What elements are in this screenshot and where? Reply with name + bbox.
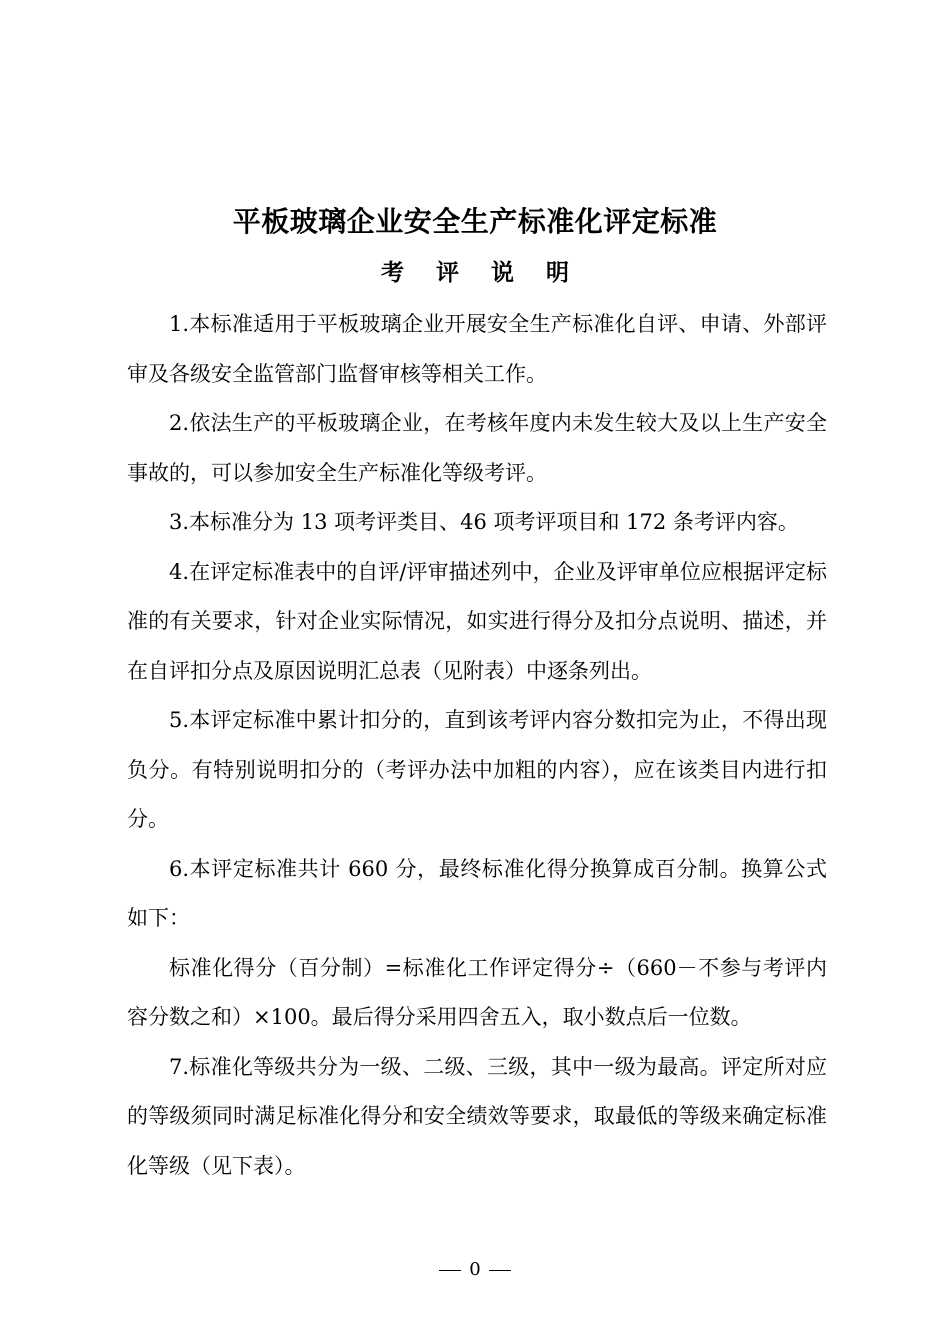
paragraph-3: 3.本标准分为 13 项考评类目、46 项考评项目和 172 条考评内容。: [169, 510, 799, 534]
page-footer: [0, 1256, 950, 1284]
footer-dash-left: [439, 1270, 461, 1271]
paragraph-7: 7.标准化等级共分为一级、二级、三级，其中一级为最高。评定所对应的等级须同时满足标准化得分和安全绩效等要求，取最低的等级来确定标准化等级（见下表）。: [127, 1054, 827, 1178]
body-text: [127, 300, 827, 1191]
paragraph-6: 6.本评定标准共计 660 分，最终标准化得分换算成百分制。换算公式如下：: [127, 856, 827, 930]
page-number: 0: [469, 1259, 481, 1280]
paragraph-4: 4.在评定标准表中的自评/评审描述列中，企业及评审单位应根据评定标准的有关要求，针对企业实际情况，如实进行得分及扣分点说明、描述，并在自评扣分点及原因说明汇总表（见附表）中逐条列出。: [127, 559, 827, 683]
paragraph-2: 2.依法生产的平板玻璃企业，在考核年度内未发生较大及以上生产安全事故的，可以参加安全生产标准化等级考评。: [127, 411, 827, 485]
paragraph-1: 1.本标准适用于平板玻璃企业开展安全生产标准化自评、申请、外部评审及各级安全监管部门监督审核等相关工作。: [127, 312, 827, 386]
paragraph-5: 5.本评定标准中累计扣分的，直到该考评内容分数扣完为止，不得出现负分。有特别说明扣分的（考评办法中加粗的内容），应在该类目内进行扣分。: [127, 708, 827, 831]
section-subtitle: 考 评 说 明: [380, 259, 582, 286]
formula-paragraph: 标准化得分（百分制）=标准化工作评定得分÷（660－不参与考评内容分数之和）×100。最后得分采用四舍五入，取小数点后一位数。: [127, 955, 827, 1029]
document-title: 平板玻璃企业安全生产标准化评定标准: [232, 205, 718, 238]
footer-dash-right: [489, 1270, 511, 1271]
